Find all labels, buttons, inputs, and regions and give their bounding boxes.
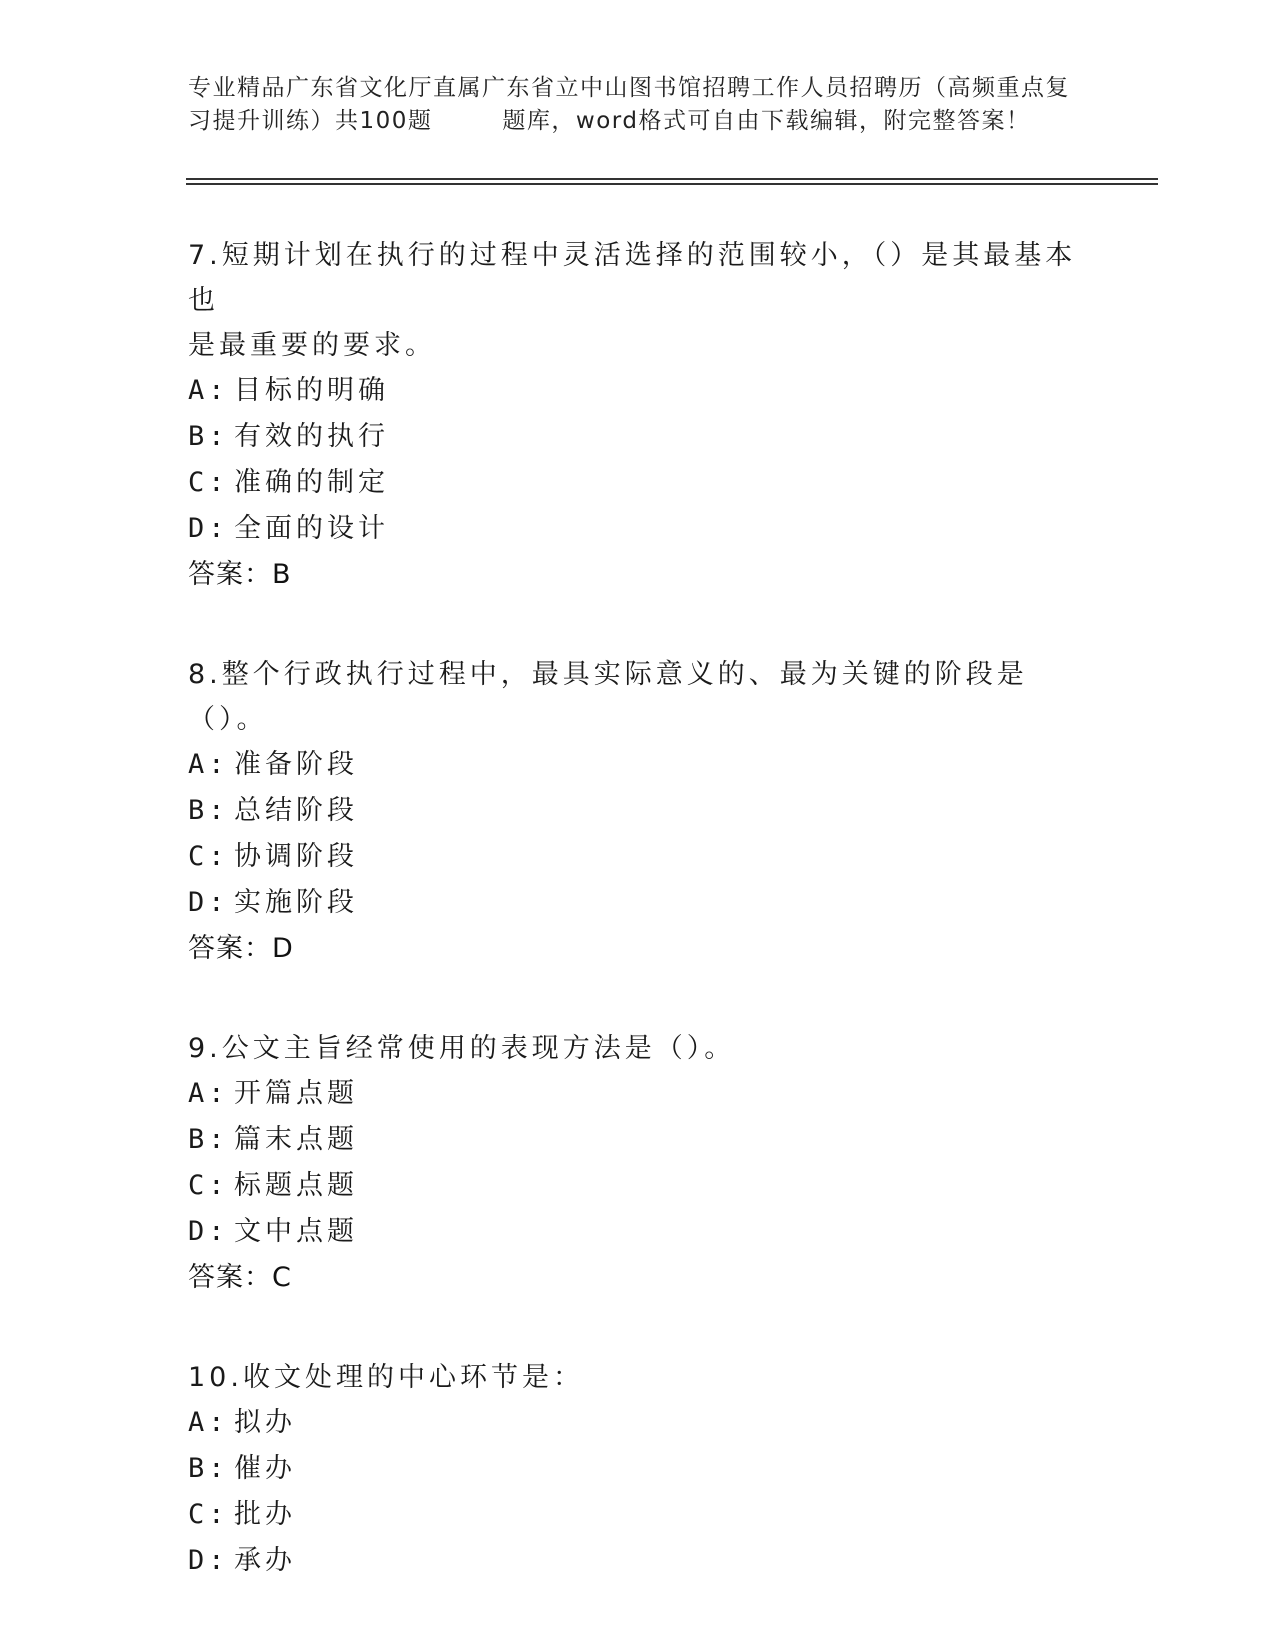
option-text: 有效的执行: [234, 421, 389, 452]
option-d: [188, 880, 1088, 926]
option-letter: D:: [188, 1216, 229, 1247]
option-letter: A:: [188, 1078, 229, 1109]
question-text: 7.短期计划在执行的过程中灵活选择的范围较小，（）是其最基本也: [188, 240, 1077, 316]
question-text: 9.公文主旨经常使用的表现方法是（）。: [188, 1033, 736, 1064]
option-text: 篇末点题: [234, 1124, 358, 1155]
option-text: 拟办: [234, 1407, 296, 1438]
question-8: [188, 652, 1088, 972]
option-text: 催办: [234, 1453, 296, 1484]
header-divider-top: [186, 178, 1158, 180]
option-b: [188, 788, 1088, 834]
option-letter: B:: [188, 795, 229, 826]
option-letter: D:: [188, 513, 229, 544]
question-list: [188, 233, 1088, 1638]
option-text: 文中点题: [234, 1216, 358, 1247]
option-text: 全面的设计: [234, 513, 389, 544]
option-text: 总结阶段: [234, 795, 358, 826]
option-letter: B:: [188, 1124, 229, 1155]
question-text-continued: 是最重要的要求。: [188, 330, 436, 361]
option-d: [188, 1209, 1088, 1255]
option-text: 开篇点题: [234, 1078, 358, 1109]
option-c: [188, 460, 1088, 506]
question-text: 8.整个行政执行过程中，最具实际意义的、最为关键的阶段是（）。: [188, 659, 1028, 735]
answer-line: 答案：D: [188, 933, 294, 964]
option-a: [188, 1400, 1088, 1446]
option-text: 协调阶段: [234, 841, 358, 872]
header-line-2: [188, 105, 1088, 138]
option-text: 标题点题: [234, 1170, 358, 1201]
header-divider-bottom: [186, 183, 1158, 185]
header-line-1: 专业精品广东省文化厅直属广东省立中山图书馆招聘工作人员招聘历（高频重点复: [188, 75, 1070, 101]
document-header: [188, 72, 1088, 138]
option-letter: C:: [188, 467, 229, 498]
option-letter: D:: [188, 887, 229, 918]
option-c: [188, 834, 1088, 880]
question-9: [188, 1026, 1088, 1301]
option-letter: C:: [188, 1499, 229, 1530]
option-d: [188, 1538, 1088, 1584]
option-letter: C:: [188, 1170, 229, 1201]
option-a: [188, 368, 1088, 414]
question-10: [188, 1355, 1088, 1584]
option-letter: D:: [188, 1545, 229, 1576]
option-b: [188, 1117, 1088, 1163]
option-b: [188, 414, 1088, 460]
option-text: 实施阶段: [234, 887, 358, 918]
option-a: [188, 742, 1088, 788]
header-line-2-right: 题库，word格式可自由下载编辑，附完整答案！: [502, 108, 1031, 134]
question-text: 10.收文处理的中心环节是：: [188, 1362, 584, 1393]
question-7: [188, 233, 1088, 598]
header-line-2-left: 习提升训练）共100题: [188, 108, 433, 134]
option-letter: B:: [188, 1453, 229, 1484]
answer-line: 答案：B: [188, 559, 292, 590]
option-c: [188, 1163, 1088, 1209]
option-letter: A:: [188, 1407, 229, 1438]
option-c: [188, 1492, 1088, 1538]
option-a: [188, 1071, 1088, 1117]
option-d: [188, 506, 1088, 552]
option-letter: A:: [188, 749, 229, 780]
option-text: 目标的明确: [234, 375, 389, 406]
option-text: 准确的制定: [234, 467, 389, 498]
option-text: 准备阶段: [234, 749, 358, 780]
option-text: 承办: [234, 1545, 296, 1576]
option-letter: C:: [188, 841, 229, 872]
option-text: 批办: [234, 1499, 296, 1530]
option-b: [188, 1446, 1088, 1492]
option-letter: A:: [188, 375, 229, 406]
answer-line: 答案：C: [188, 1262, 292, 1293]
option-letter: B:: [188, 421, 229, 452]
